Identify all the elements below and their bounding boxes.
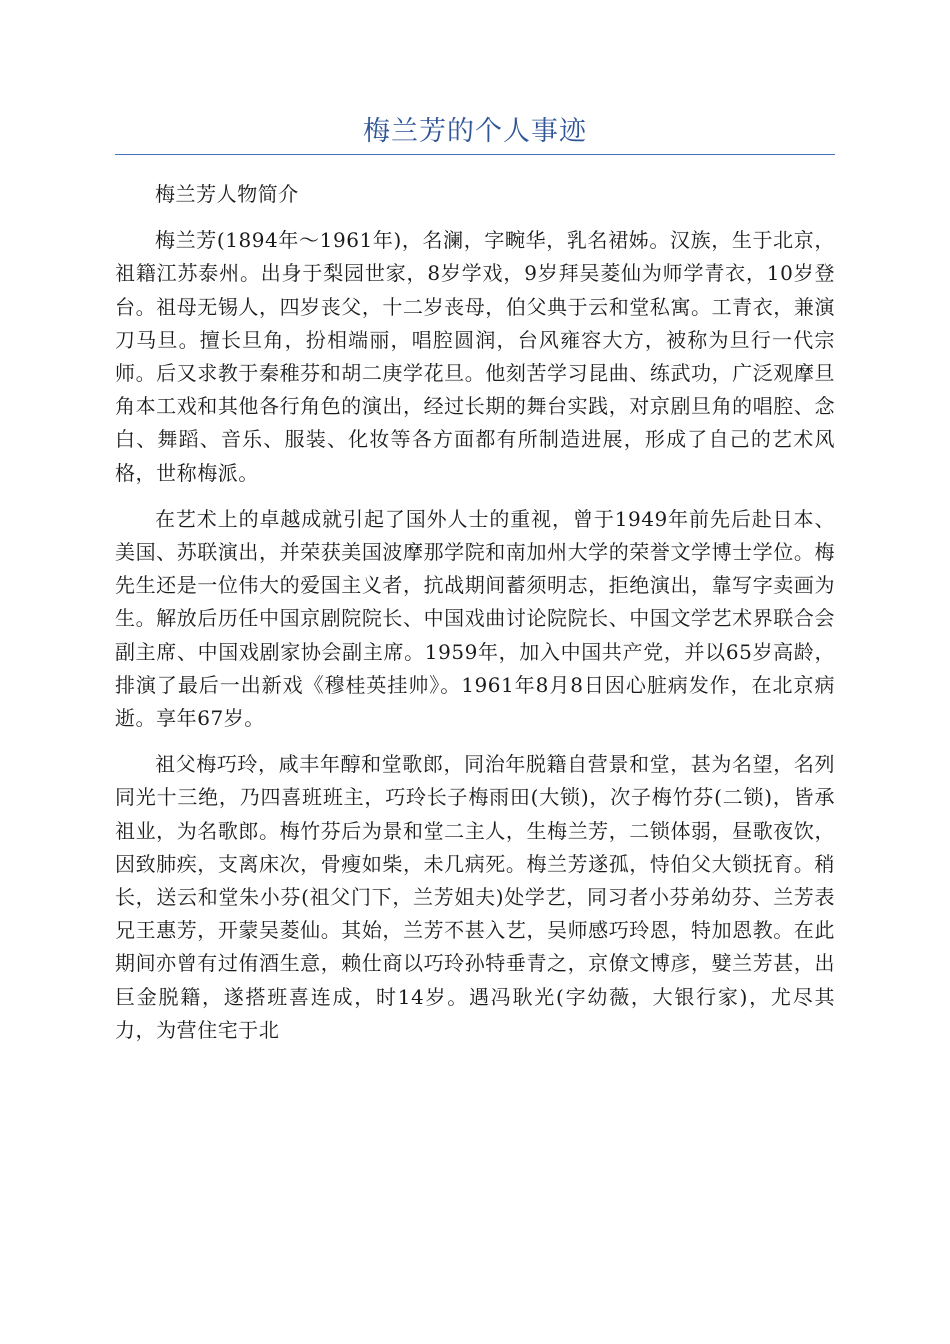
paragraph-biography: 梅兰芳(1894年～1961年)，名澜，字畹华，乳名裙姊。汉族，生于北京，祖籍江苏泰州。出身于梨园世家，8岁学戏，9岁拜吴菱仙为师学青衣，10岁登台。祖母无锡人，四岁丧父，十二岁丧母，伯父典于云和堂私寓。工青衣，兼演刀马旦。擅长旦角，扮相端丽，唱腔圆润，台风雍容大方，被称为旦行一代宗师。后又求教于秦稚芬和胡二庚学花旦。他刻苦学习昆曲、练武功，广泛观摩旦角本工戏和其他各行角色的演出，经过长期的舞台实践，对京剧旦角的唱腔、念白、舞蹈、音乐、服装、化妆等各方面都有所制造进展，形成了自己的艺术风格，世称梅派。 xyxy=(115,228,835,485)
paragraph-achievements: 在艺术上的卓越成就引起了国外人士的重视，曾于1949年前先后赴日本、美国、苏联演出，并荣获美国波摩那学院和南加州大学的荣誉文学博士学位。梅先生还是一位伟大的爱国主义者，抗战期间蓄须明志，拒绝演出，靠写字卖画为生。解放后历任中国京剧院院长、中国戏曲讨论院院长、中国文学艺术界联合会副主席、中国戏剧家协会副主席。1959年，加入中国共产党，并以65岁高龄，排演了最后一出新戏《穆桂英挂帅》。1961年8月8日因心脏病发作，在北京病逝。享年67岁。 xyxy=(115,506,835,731)
document-body xyxy=(115,178,835,1060)
title-divider xyxy=(115,154,835,155)
section-heading: 梅兰芳人物简介 xyxy=(155,182,299,206)
document-title: 梅兰芳的个人事迹 xyxy=(363,116,587,147)
paragraph-family-history: 祖父梅巧玲，咸丰年醇和堂歌郎，同治年脱籍自营景和堂，甚为名望，名列同光十三绝，乃四喜班班主，巧玲长子梅雨田(大锁)，次子梅竹芬(二锁)，皆承祖业，为名歌郎。梅竹芬后为景和堂二主人，生梅兰芳，二锁体弱，昼歌夜饮，因致肺疾，支离床次，骨瘦如柴，未几病死。梅兰芳遂孤，恃伯父大锁抚育。稍长，送云和堂朱小芬(祖父门下，兰芳姐夫)处学艺，同习者小芬弟幼芬、兰芳表兄王惠芳，开蒙吴菱仙。其始，兰芳不甚入艺，吴师感巧玲恩，特加恩教。在此期间亦曾有过侑酒生意，赖仕商以巧玲孙特垂青之，京僚文博彦，嬖兰芳甚，出巨金脱籍，遂搭班喜连成，时14岁。遇冯耿光(字幼薇，大银行家)，尤尽其力，为营住宅于北 xyxy=(115,752,835,1042)
